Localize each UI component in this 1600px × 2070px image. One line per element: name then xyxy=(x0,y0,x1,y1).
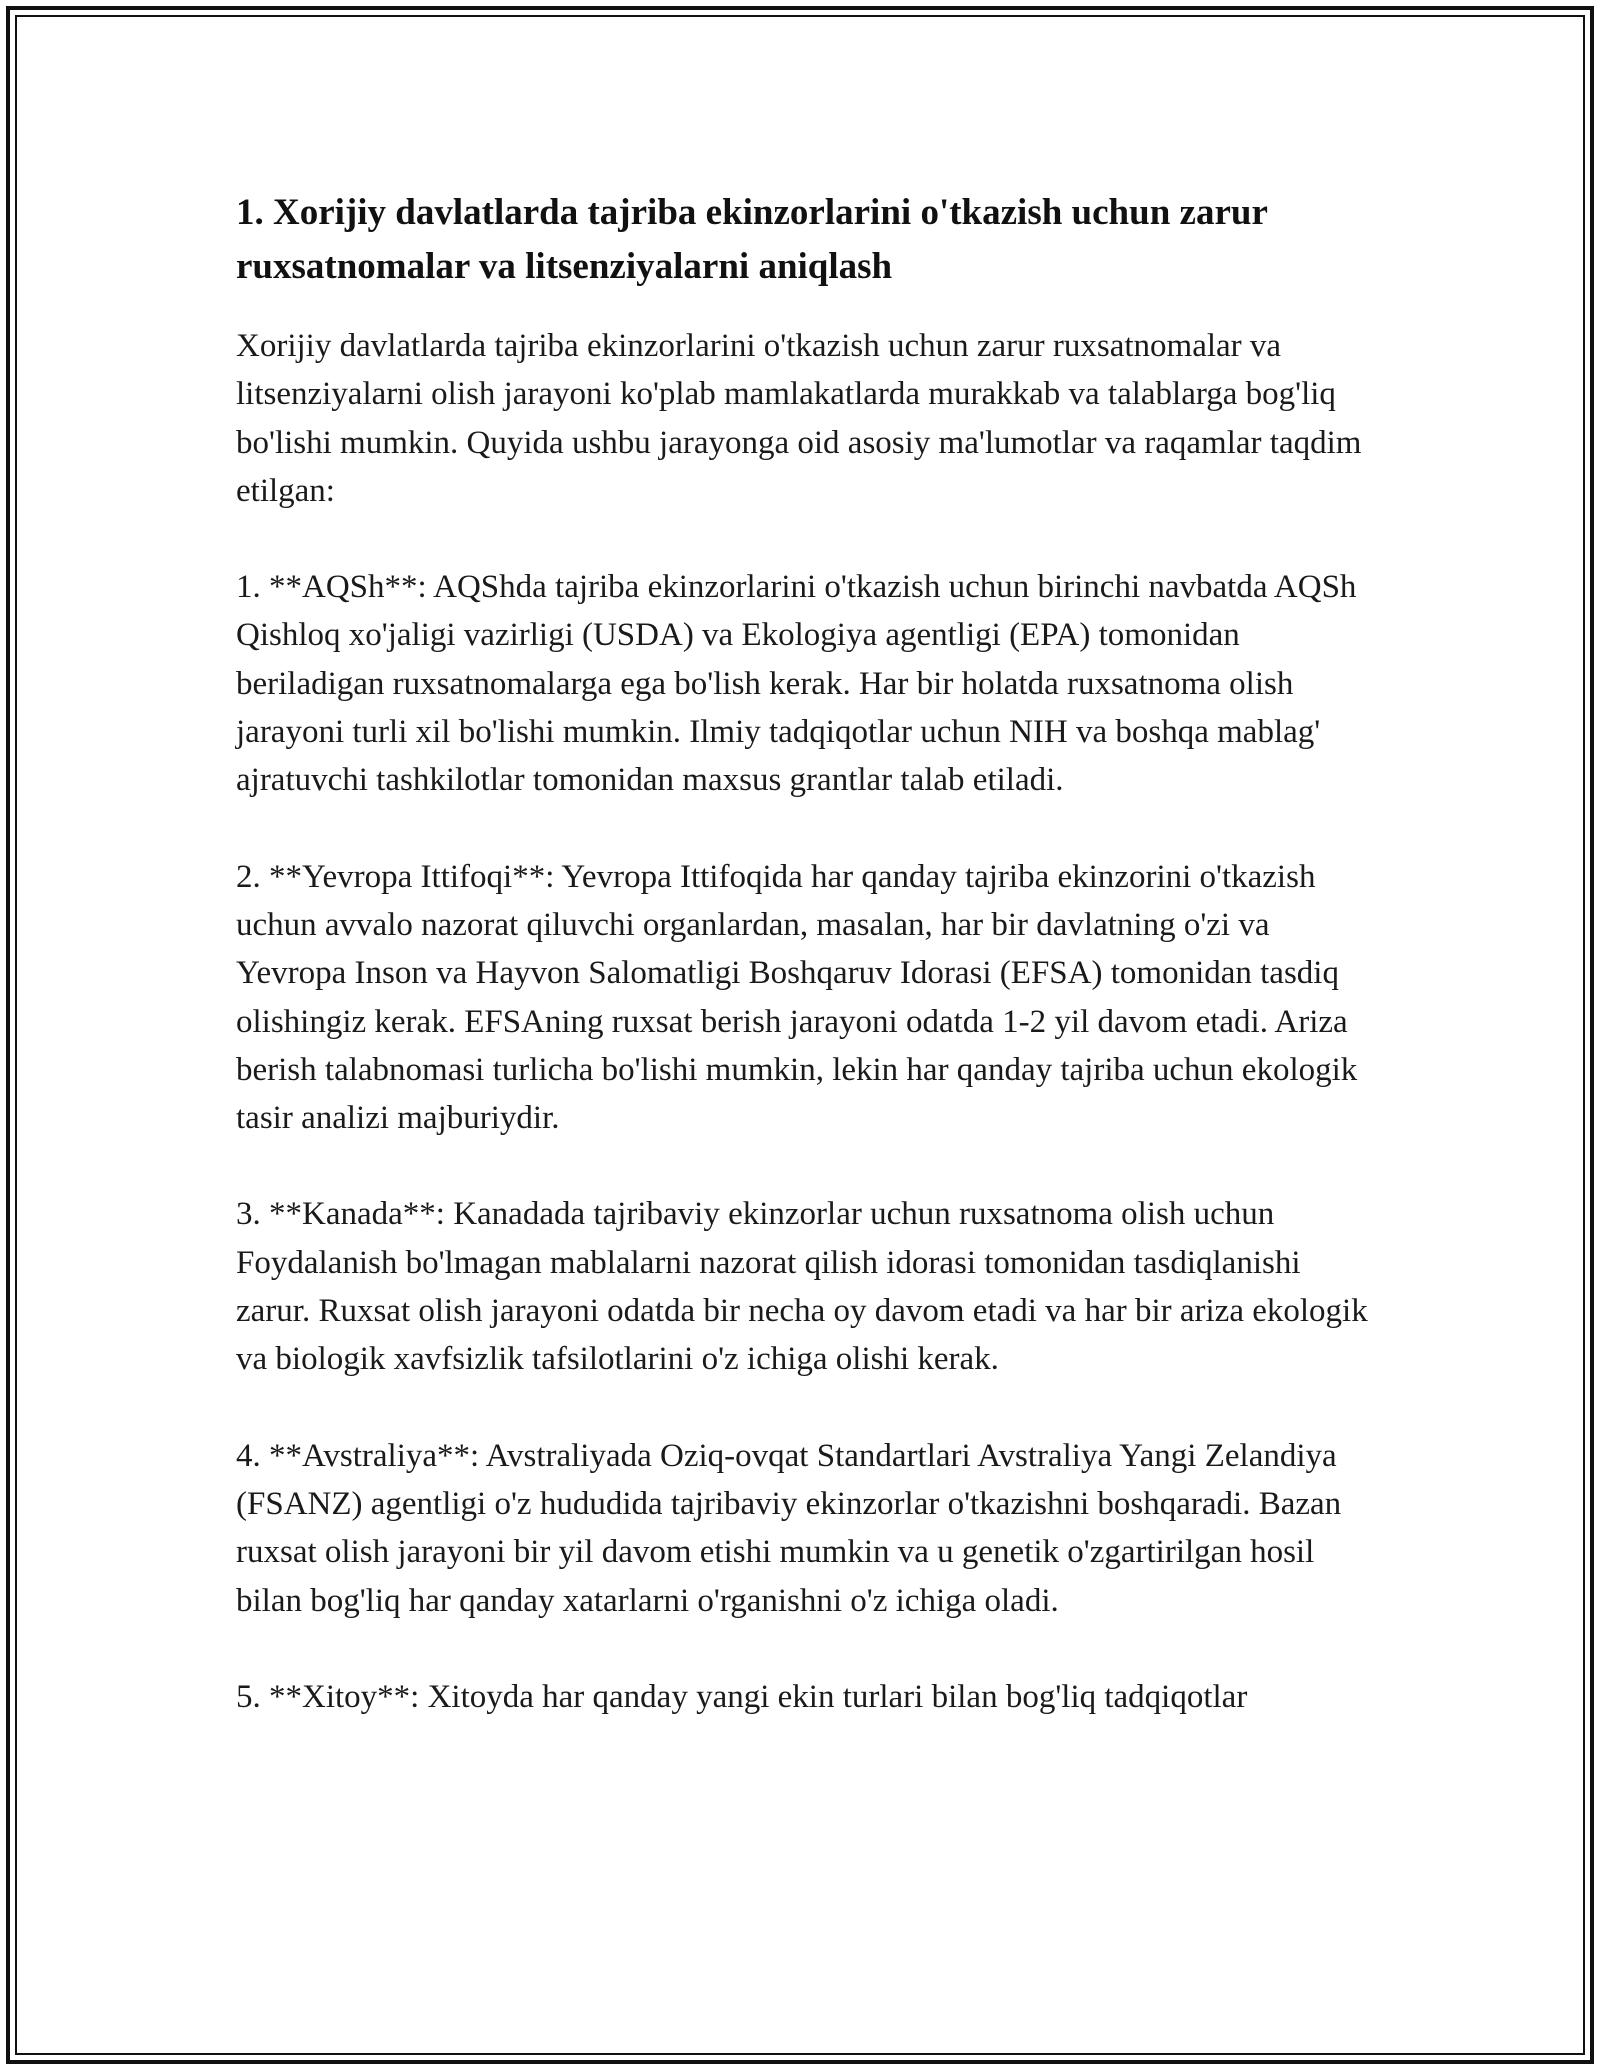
section-usa: 1. **AQSh**: AQShda tajriba ekinzorlarini o'tkazish uchun birinchi navbatda AQSh Qishloq xo'jaligi vazirligi (USDA) va Ekologiya agentligi (EPA) tomonidan beriladigan ruxsatnomalarga ega bo'lish kerak. Har bir holatda ruxsatnoma olish jarayoni turli xil bo'lishi mumkin. Ilmiy tadqiqotlar uchun NIH va boshqa mablag' ajratuvchi tashkilotlar tomonidan maxsus grantlar talab etiladi. xyxy=(236,569,1357,799)
section-european-union: 2. **Yevropa Ittifoqi**: Yevropa Ittifoqida har qanday tajriba ekinzorini o'tkazish uchun avvalo nazorat qiluvchi organlardan, masalan, har bir davlatning o'zi va Yevropa Inson va Hayvon Salomatligi Boshqaruv Idorasi (EFSA) tomonidan tasdiq olishingiz kerak. EFSAning ruxsat berish jarayoni odatda 1-2 yil davom etadi. Ariza berish talabnomasi turlicha bo'lishi mumkin, lekin har qanday tajriba uchun ekologik tasir analizi majburiydir. xyxy=(236,858,1358,1137)
section-australia: 4. **Avstraliya**: Avstraliyada Oziq-ovqat Standartlari Avstraliya Yangi Zelandiya (FSANZ) agentligi o'z hududida tajribaviy ekinzorlar o'tkazishni boshqaradi. Bazan ruxsat olish jarayoni bir yil davom etishi mumkin va u genetik o'zgartirilgan hosil bilan bog'liq har qanday xatarlarni o'rganishni o'z ichiga oladi. xyxy=(236,1437,1342,1619)
intro-paragraph: Xorijiy davlatlarda tajriba ekinzorlarini o'tkazish uchun zarur ruxsatnomalar va litsenziyalarni olish jarayoni ko'plab mamlakatlarda murakkab va talablarga bog'liq bo'lishi mumkin. Quyida ushbu jarayonga oid asosiy ma'lumotlar va raqamlar taqdim etilgan: xyxy=(236,328,1362,509)
document-body xyxy=(236,186,1376,1721)
section-china: 5. **Xitoy**: Xitoyda har qanday yangi ekin turlari bilan bog'liq tadqiqotlar xyxy=(236,1678,1248,1715)
section-canada: 3. **Kanada**: Kanadada tajribaviy ekinzorlar uchun ruxsatnoma olish uchun Foydalanish bo'lmagan mablalarni nazorat qilish idorasi tomonidan tasdiqlanishi zarur. Ruxsat olish jarayoni odatda bir necha oy davom etadi va har bir ariza ekologik va biologik xavfsizlik tafsilotlarini o'z ichiga olishi kerak. xyxy=(236,1196,1368,1378)
document-title: 1. Xorijiy davlatlarda tajriba ekinzorlarini o'tkazish uchun zarur ruxsatnomalar va litsenziyalarni aniqlash xyxy=(236,192,1268,287)
